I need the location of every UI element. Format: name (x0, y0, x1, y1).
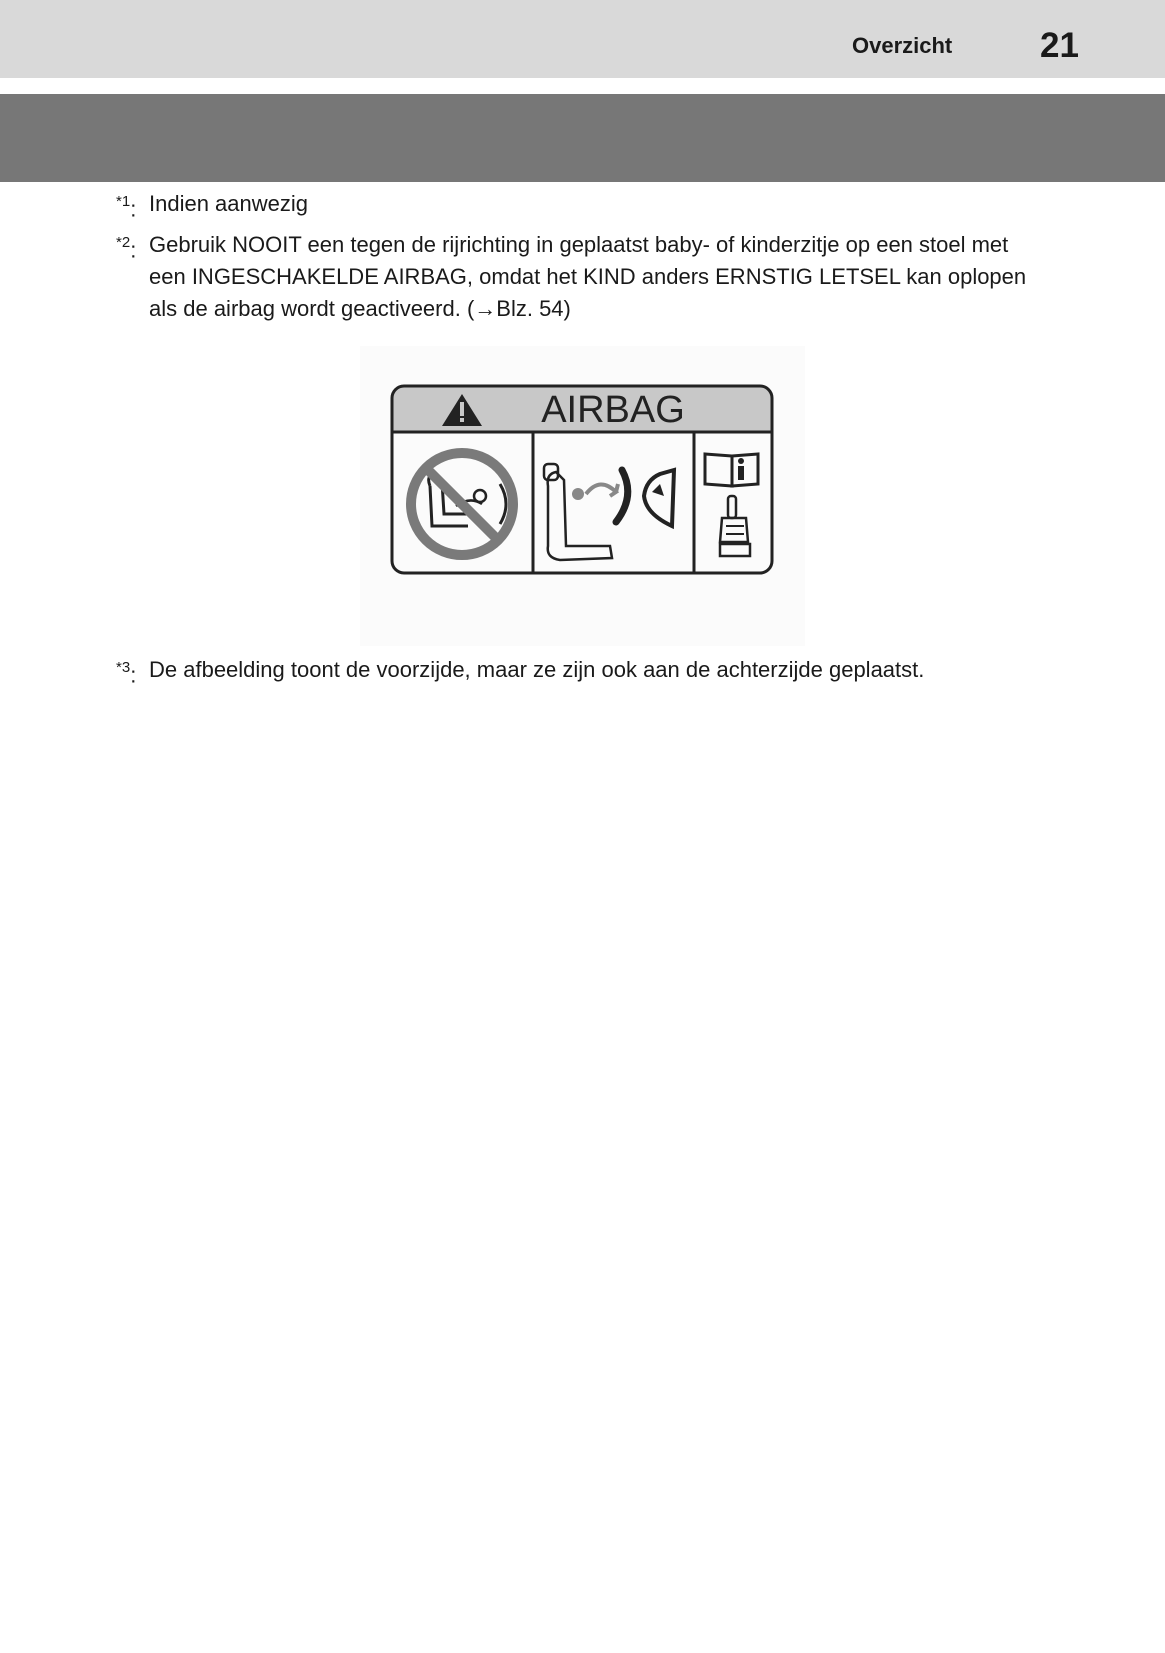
footnote-marker: $^{*1}$: (116, 193, 137, 222)
airbag-warning-label (360, 346, 805, 646)
page-header-bar (0, 0, 1165, 78)
footnote-marker: $^{*2}$: (116, 234, 137, 263)
page-number: 21 (1040, 26, 1079, 65)
header-band (0, 94, 1165, 182)
section-title: Overzicht (852, 33, 953, 58)
footnote-text: Indien aanwezig (149, 191, 309, 216)
footnote-text: De afbeelding toont de voorzijde, maar ze zijn ook aan de achterzijde geplaatst. (149, 657, 925, 682)
footnote-text: Gebruik NOOIT een tegen de rijrichting in geplaatst baby- of kinderzitje op een stoel met een INGESCHAKELDE AIRBAG, omdat het KIND anders ERNSTIG LETSEL kan oplopen als de airbag wordt geactiveerd. (→Blz. 54) (149, 232, 1027, 321)
footnote-marker: $^{*3}$: (116, 659, 137, 688)
label-title: AIRBAG (541, 389, 685, 431)
